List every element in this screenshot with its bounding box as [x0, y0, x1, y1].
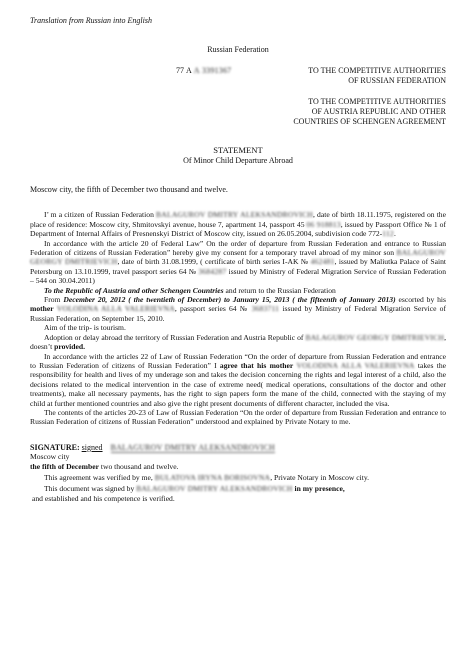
- city-date: Moscow city, the fifth of December two thousand and twelve.: [30, 185, 228, 194]
- bold-text: in my presence,: [292, 484, 345, 494]
- redacted-name: BALAGUROV DMITRY ALEKSANDROVICH: [156, 210, 313, 220]
- translation-note: Translation from Russian into English: [30, 16, 152, 25]
- text: In accordance with the articles 22 of Law of Russian Federation “On the order of departure from Russian Federation and entrance to Russian Federation of citizens of Russian Federation” I: [30, 351, 446, 370]
- addressee-line: COUNTRIES OF SCHENGEN AGREEMENT: [293, 116, 446, 126]
- redacted-name: BALAGUROV GEORGY DMITRIEVICH: [305, 332, 445, 342]
- redacted-passport: 3683711: [251, 304, 280, 314]
- redacted-name: BULATOVA IRYNA BORISOVNA: [154, 472, 271, 482]
- addressee-line: OF RUSSIAN FEDERATION: [348, 75, 446, 85]
- signature-city: Moscow city: [30, 452, 70, 462]
- addressee-russia: [30, 66, 446, 85]
- text: , issued by Passport Office № 1 of Department of Internal Affairs of Presnenskyi District of Moscow city, issued on 26.05.2004, subdivision code 772-: [30, 219, 447, 239]
- text: .: [393, 229, 396, 239]
- travel-dates: December 20, 2012 ( the twentieth of December) to January 15, 2013 ( the fifteenth of January 2013): [63, 295, 396, 305]
- text: This agreement was verified by me,: [44, 472, 153, 482]
- redacted-passport: 3684287: [198, 266, 227, 276]
- text: takes the responsibility for health and lives of my underage son and takes the decision concerning the rights and legal interest of a child, also the decisions related to the medical intervention in the case of extreme need( medical operations, consultations of the doctor and other treatments), make all necessary payments, has the right to sign papers form the mane of the child, connected with the staying of my child at further mentioned countries and also give the right present documents of different character, included the visa.: [30, 360, 447, 408]
- destination-text: To the Republic of Austria and other Schengen Countries: [44, 285, 224, 295]
- text: This document was signed by: [44, 484, 135, 494]
- redacted-certificate: 462481: [310, 257, 335, 267]
- signature-label: SIGNATURE:: [30, 442, 80, 452]
- redacted-passport: 06 918813: [306, 219, 341, 229]
- redacted-name: BALAGUROV DMITRY ALEKSANDROVICH: [110, 442, 275, 452]
- paragraph-identity: [30, 210, 446, 238]
- text: , doesn’t: [30, 332, 446, 352]
- text: , date of birth 18.11.1975, registered on the place of residence: Moscow city, Shmitovskyi avenue, house 7, apartment 14, passport 45: [30, 210, 446, 229]
- text: Adoption or delay abroad the territory of Russian Federation and Austria Republic of: [44, 332, 304, 342]
- redacted-name: VOLODINA ALLA VALERIEVNA: [56, 304, 175, 314]
- text: escorted by his: [395, 295, 446, 305]
- paragraph-adoption: [30, 333, 446, 352]
- signed-by: [30, 484, 446, 493]
- paragraph-consent: [30, 239, 446, 286]
- paragraph-aim: Aim of the trip- is tourism.: [44, 323, 126, 333]
- addressee-line: OF AUSTRIA REPUBLIC AND OTHER: [311, 107, 446, 116]
- text: , Private Notary in Moscow city.: [270, 472, 370, 482]
- redacted-name: VOLODINA ALLA VALERIEVNA: [296, 360, 415, 370]
- text: issued by Ministry of Federal Migration Service of Russian Federation, on September 15, 2010.: [30, 304, 447, 323]
- statement-subtitle: Of Minor Child Departure Abroad: [183, 155, 293, 165]
- addressee-line: TO THE COMPETITIVE AUTHORITIES: [308, 97, 446, 107]
- text: , passport series 64 №: [174, 304, 249, 314]
- redacted-name: BALAGUROV GEORGY DMITRIEVICH: [30, 248, 446, 267]
- statement-title: STATEMENT: [213, 145, 263, 156]
- paragraph-destination: [30, 286, 446, 295]
- text: , issued by Maliutka Palace of Saint Petersburg on 13.10.1999, travel passport series 64 №: [30, 257, 446, 276]
- text: From: [44, 295, 61, 305]
- text: issued by Ministry of Federal Migration Service of Russian Federation – 544 on 30.04.2011): [30, 266, 446, 286]
- text: , date of birth 31.08.1999, ( certificate of birth series I-AK №: [117, 257, 309, 267]
- addressee-line: TO THE COMPETITIVE AUTHORITIES: [308, 66, 446, 76]
- text: In accordance with the article 20 of Federal Law” On the order of departure from Russian Federation and entrance to Russian Federation of citizens of Russian Federation” hereby give my consent for a temporary travel abroad of my minor son: [30, 238, 446, 258]
- bold-text: provided.: [54, 342, 86, 352]
- bold-text: agree that his mother: [219, 360, 294, 370]
- country-heading: Russian Federation: [207, 45, 269, 55]
- text: two thousand and twelve.: [98, 461, 179, 471]
- text: and return to the Russian Federation: [223, 285, 336, 295]
- bold-text: the fifth of December: [30, 461, 99, 471]
- text: I’ m a citizen of Russian Federation: [44, 210, 154, 220]
- redacted-name: BALAGUROV DMITRY ALEKSANDROVICH: [136, 484, 293, 494]
- redacted-code: 112: [382, 229, 394, 239]
- addressee-austria: [30, 97, 446, 126]
- number-prefix: 77 А: [176, 65, 192, 75]
- paragraph-dates: [30, 295, 446, 323]
- number-redacted: А 3391367: [193, 65, 232, 75]
- notary-verification: [30, 473, 446, 482]
- signed-text: signed: [81, 442, 103, 452]
- paragraph-articles: The contents of the articles 20-23 of Law of Russian Federation “On the order of departure from Russian Federation and entrance to Russian Federation of citizens of Russian Federation” understood and explained by Private Notary to me.: [30, 407, 446, 427]
- paragraph-responsibility: [30, 352, 446, 408]
- mother-label: mother: [30, 304, 54, 314]
- signature-line: [30, 443, 446, 452]
- signature-date: [30, 462, 446, 471]
- competence-line: and established and his competence is verified.: [32, 493, 175, 503]
